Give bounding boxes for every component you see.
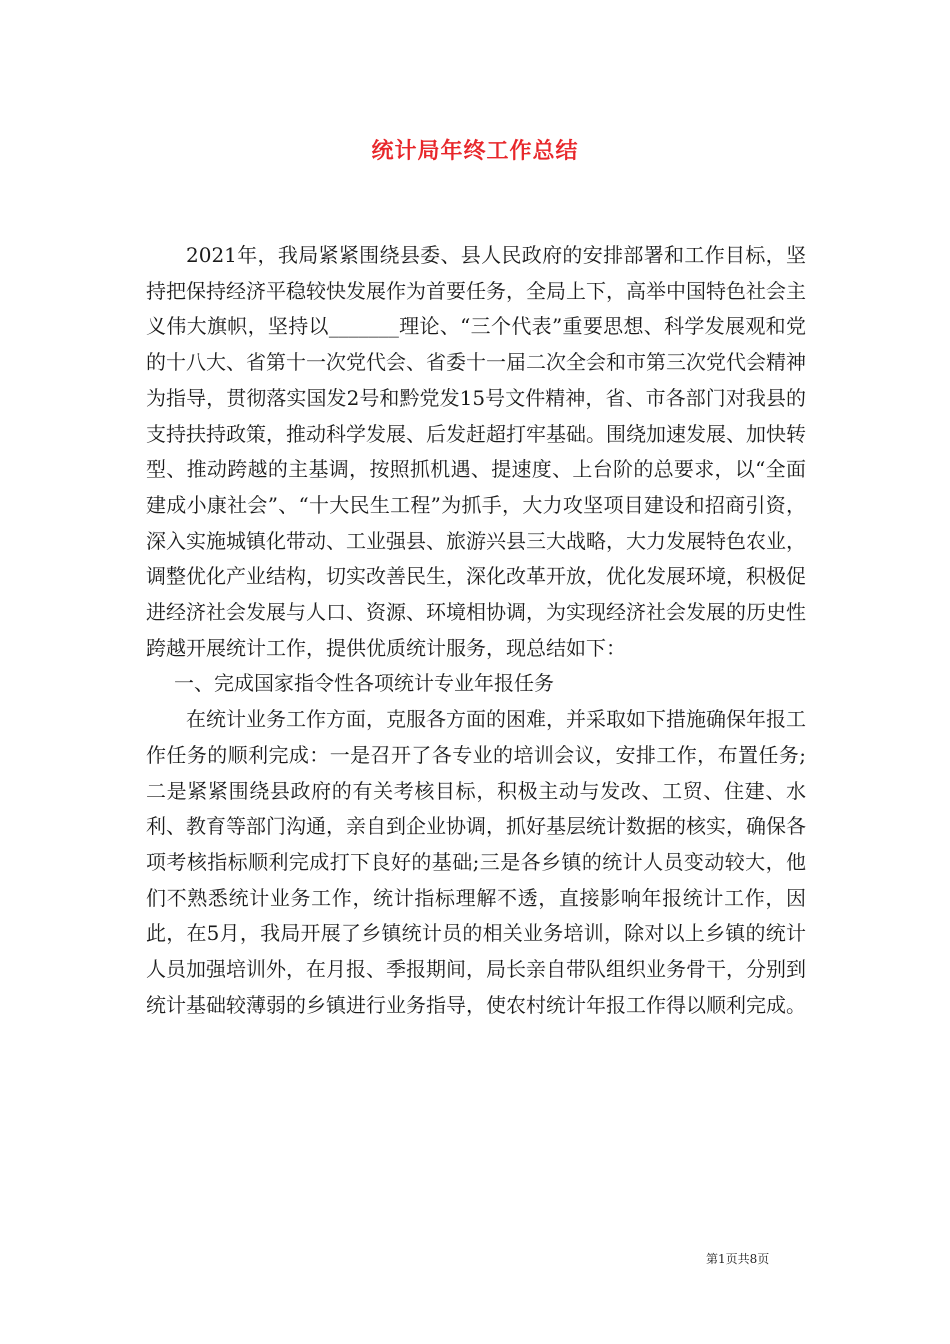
page-number: 第1页共8页 [706,1252,770,1266]
document-title: 统计局年终工作总结 [371,139,579,164]
document-body [146,238,806,1023]
section-1-heading: 一、完成国家指令性各项统计专业年报任务 [174,671,554,696]
section-1-paragraph: 在统计业务工作方面，克服各方面的困难，并采取如下措施确保年报工作任务的顺利完成：一是召开了各专业的培训会议，安排工作，布置任务;二是紧紧围绕县政府的有关考核目标，积极主动与发改、工贸、住建、水利、教育等部门沟通，亲自到企业协调，抓好基层统计数据的核实，确保各项考核指标顺利完成打下良好的基础;三是各乡镇的统计人员变动较大，他们不熟悉统计业务工作，统计指标理解不透，直接影响年报统计工作，因此，在5月，我局开展了乡镇统计员的相关业务培训，除对以上乡镇的统计人员加强培训外，在月报、季报期间，局长亲自带队组织业务骨干，分别到统计基础较薄弱的乡镇进行业务指导，使农村统计年报工作得以顺利完成。 [146,707,806,1017]
intro-paragraph: 2021年，我局紧紧围绕县委、县人民政府的安排部署和工作目标，坚持把保持经济平稳较快发展作为首要任务，全局上下，高举中国特色社会主义伟大旗帜，坚持以_______理论、“三个代表”重要思想、科学发展观和党的十八大、省第十一次党代会、省委十一届二次全会和市第三次党代会精神为指导，贯彻落实国发2号和黔党发15号文件精神，省、市各部门对我县的支持扶持政策，推动科学发展、后发赶超打牢基础。围绕加速发展、加快转型、推动跨越的主基调，按照抓机遇、提速度、上台阶的总要求，以“全面建成小康社会”、“十大民生工程”为抓手，大力攻坚项目建设和招商引资，深入实施城镇化带动、工业强县、旅游兴县三大战略，大力发展特色农业，调整优化产业结构，切实改善民生，深化改革开放，优化发展环境，积极促进经济社会发展与人口、资源、环境相协调，为实现经济社会发展的历史性跨越开展统计工作，提供优质统计服务，现总结如下： [146,243,806,660]
